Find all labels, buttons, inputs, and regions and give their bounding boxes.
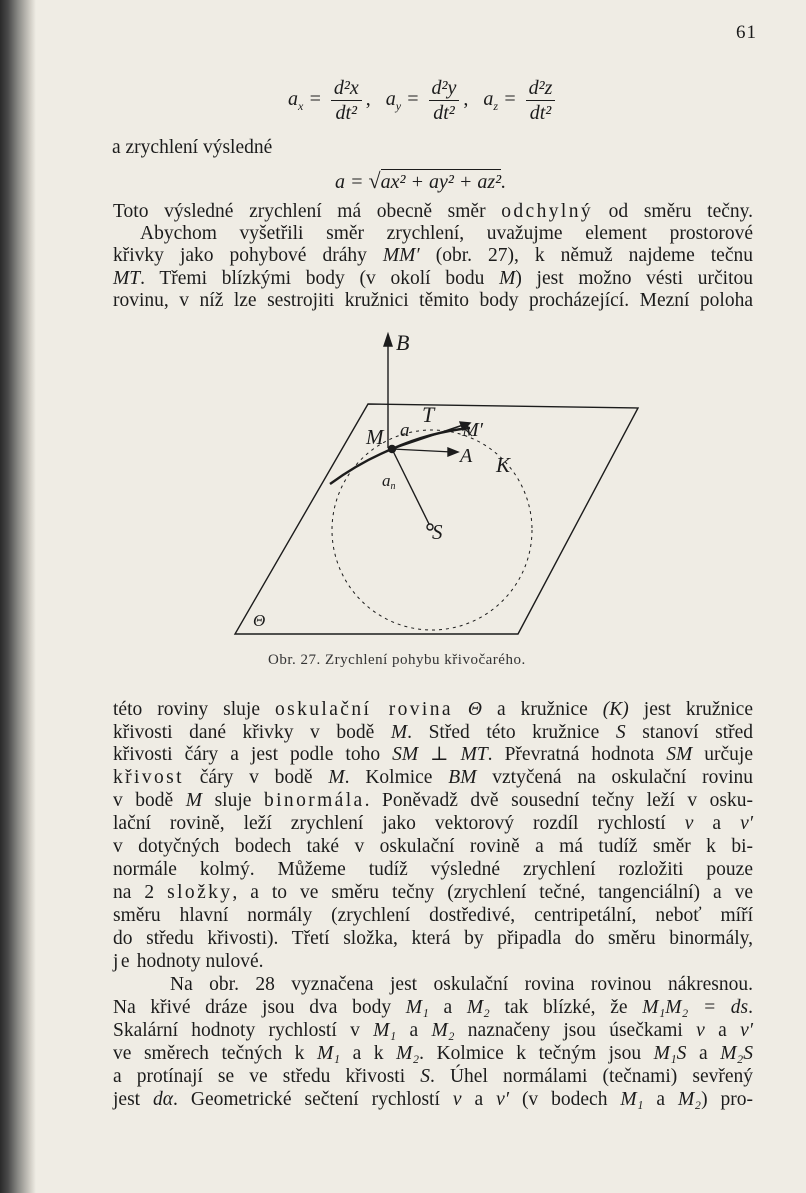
label-theta: Θ (253, 611, 266, 630)
intro-line: a zrychlení výsledné (112, 137, 273, 158)
az-lhs: $a_z$ (483, 88, 499, 114)
label-b: B (396, 330, 410, 355)
label-a: a (400, 420, 410, 441)
binormal-arrowhead (384, 334, 392, 346)
az-fraction: $\frac{\text{d²z}}{\text{dt²}}$ (526, 76, 556, 125)
figure-caption: Obr. 27. Zrychlení pohybu křivočarého. (268, 652, 526, 668)
text-line: Skalární hodnoty rychlostí v M₁ a M₂ naznačeny jsou úsečkami v a v′ (113, 1020, 754, 1041)
text-line: Na obr. 28 vyznačena jest oskulační rovina rovinou nákresnou. (170, 974, 753, 995)
label-m-prime: M′ (462, 419, 484, 441)
text-line: Na křivé dráze jsou dva body M₁ a M₂ tak blízké, že M₁M₂ = ds. (113, 997, 753, 1018)
ay-lhs: $a_y$ (385, 88, 402, 114)
label-s: S (432, 520, 443, 544)
text-line: Abychom vyšetřili směr zrychlení, uvažujme element prostorové (140, 223, 753, 244)
text-line: na 2 složky, a to ve směru tečny (zrychlení tečné, tangenciální) a ve (113, 882, 753, 903)
page-number: 61 (736, 22, 757, 43)
label-an: an (382, 471, 396, 492)
label-a-tangent: A (460, 445, 473, 467)
formula-total: a = √ax² + ay² + az². (335, 168, 507, 193)
label-m: M (366, 425, 384, 449)
formula-components: $a_x$ = $\frac{\text{d²x}}{\text{dt²}}$ , $a_y$ = $\frac{\text{d²y}}{\text{dt²}}$ , $a_z$ = $\frac{\text{d²z}}{\text{dt²}}$ (288, 76, 559, 125)
radius-line (392, 449, 430, 526)
text-line: křivosti čáry a jest podle toho SM ⊥ MT. Převratná hodnota SM určuje (113, 744, 753, 765)
text-line: jest dα. Geometrické sečtení rychlostí v a v′ (v bodech M₁ a M₂) pro- (113, 1089, 754, 1110)
text-line: lační rovině, leží zrychlení jako vektorový rozdíl rychlostí v a v′ (113, 813, 754, 834)
text-line: Toto výsledné zrychlení má obecně směr odchylný od směru tečny. (113, 201, 753, 222)
text-line: a protínají se ve středu křivosti S. Úhel normálami (tečnami) sevřený (113, 1066, 753, 1087)
text-line: do středu křivosti). Třetí složka, která by připadla do směru binormály, (113, 928, 753, 949)
acceleration-line (392, 449, 452, 452)
ax-fraction: $\frac{\text{d²x}}{\text{dt²}}$ (331, 76, 362, 125)
text-line: křivky jako pohybové dráhy MM′ (obr. 27), k němuž najdeme tečnu (113, 245, 753, 266)
text-line: v dotyčných bodech také v oskulační rovině a má tudíž směr k bi- (113, 836, 753, 857)
text-line: v bodě M sluje binormála. Poněvadž dvě sousední tečny leží v osku- (113, 790, 754, 811)
text-line: rovinu, v níž lze sestrojiti kružnici těmito body procházející. Mezní poloha (113, 290, 753, 311)
text-line: křivosti dané křivky v bodě M. Střed této kružnice S stanoví střed (113, 722, 754, 743)
ay-fraction: $\frac{\text{d²y}}{\text{dt²}}$ (429, 76, 460, 125)
text-line: směru hlavní normály (zrychlení dostředivé, centripetální, neboť míří (113, 905, 753, 926)
osculating-plane (235, 404, 638, 634)
text-line: normále kolmý. Můžeme tudíž výsledné zrychlení rozložiti pouze (113, 859, 753, 880)
text-line: této roviny sluje oskulační rovina Θ a kružnice (K) jest kružnice (113, 699, 753, 720)
text-line: ve směrech tečných k M₁ a k M₂. Kolmice k tečným jsou M₁S a M₂S (113, 1043, 753, 1064)
text-line: MT. Třemi blízkými body (v okolí bodu M) jest možno vésti určitou (113, 268, 753, 289)
point-m (389, 446, 396, 453)
text-line: je hodnoty nulové. (113, 951, 264, 972)
ax-lhs: $a_x$ (288, 88, 304, 114)
acceleration-arrowhead (448, 448, 458, 456)
text-line: křivost čáry v bodě M. Kolmice BM vztyčená na oskulační rovinu (113, 767, 753, 788)
label-t: T (422, 402, 435, 427)
label-k: K (496, 453, 511, 477)
